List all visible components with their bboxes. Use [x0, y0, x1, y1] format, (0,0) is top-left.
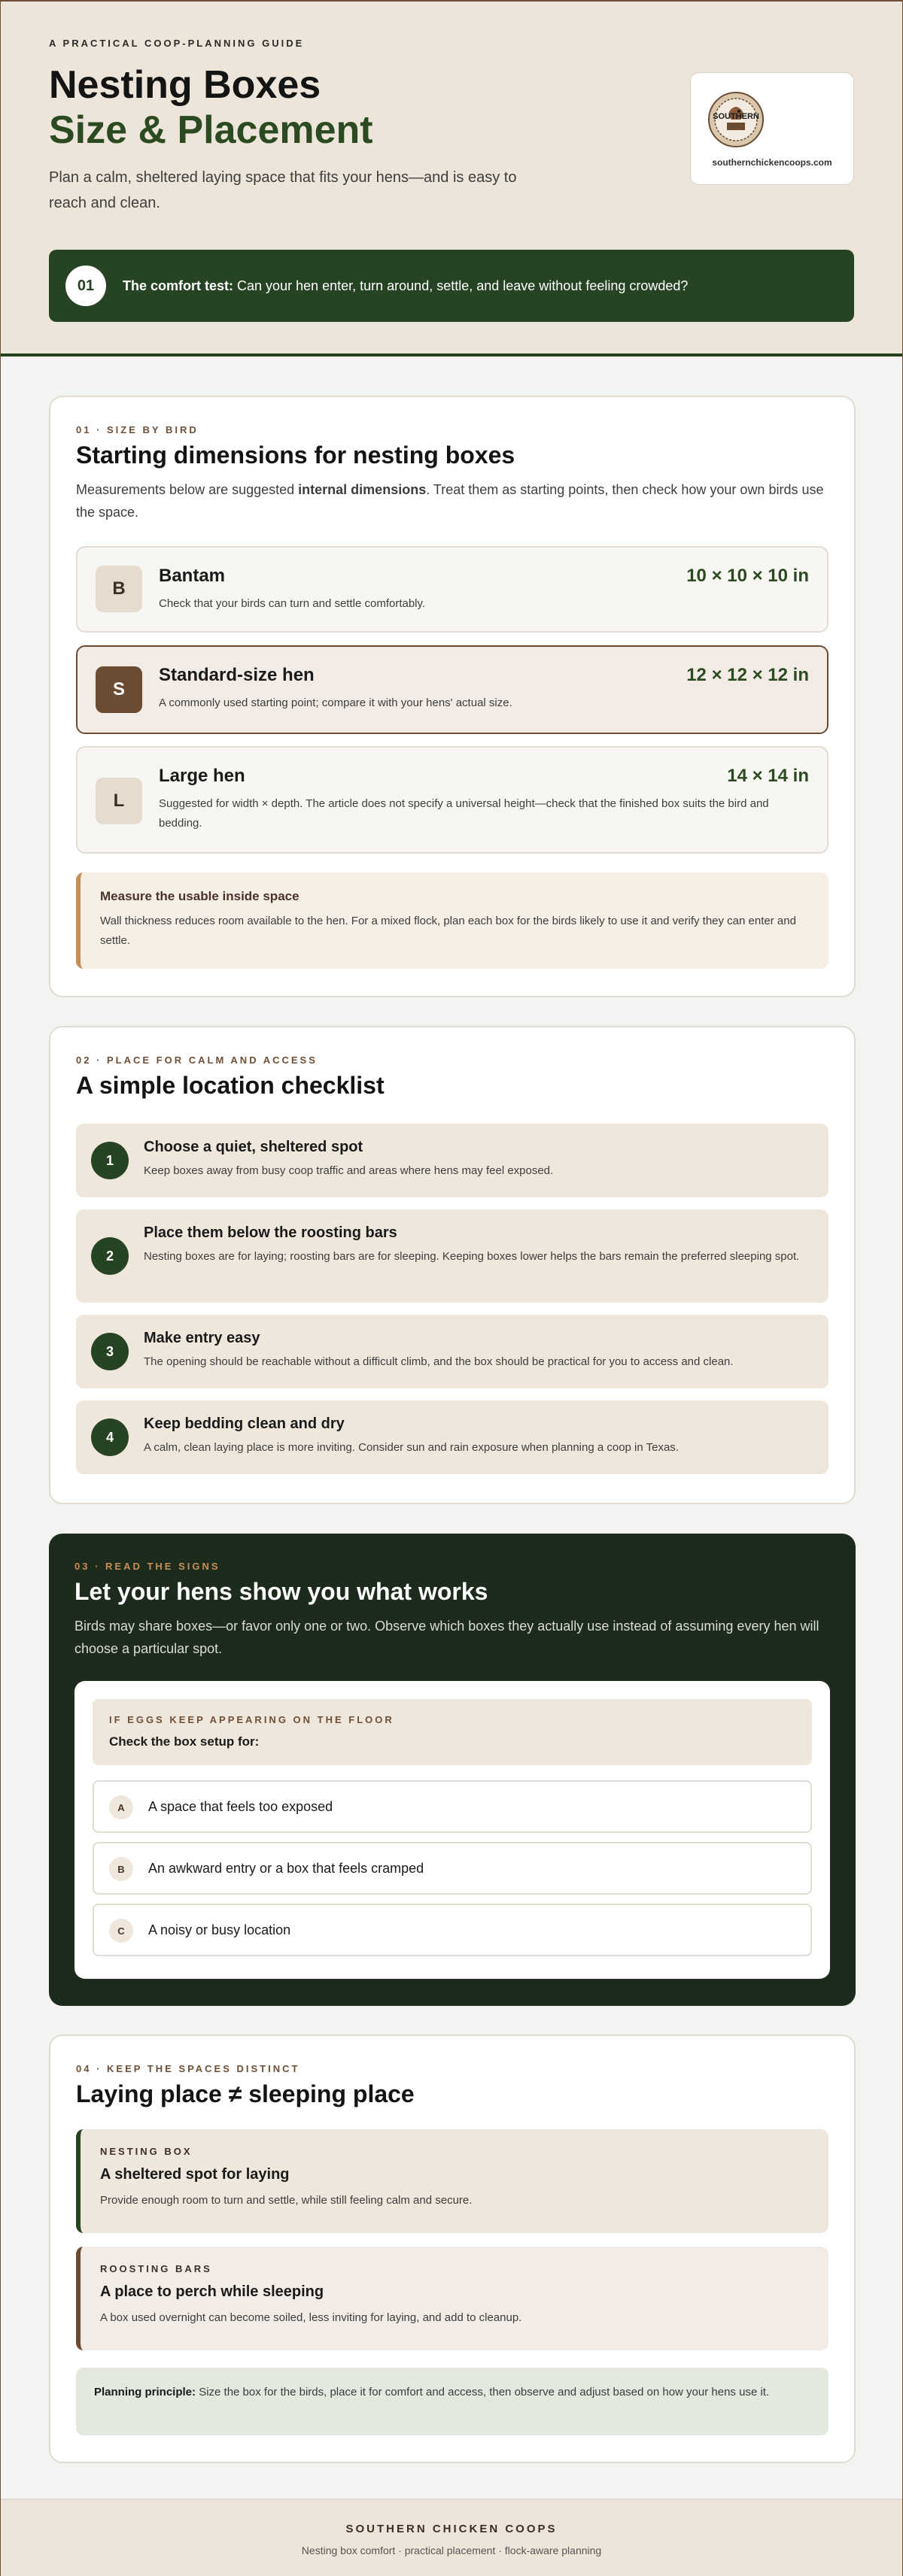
page-subtitle: Size & Placement	[49, 108, 373, 152]
step-title: Make entry easy	[144, 1330, 260, 1346]
size-row-bantam	[76, 546, 829, 633]
step-title: Keep bedding clean and dry	[144, 1415, 345, 1432]
option-b	[93, 1842, 812, 1895]
footer-tagline: Nesting box comfort · practical placement · flock-aware planning	[301, 2544, 602, 2556]
section1-desc	[76, 478, 829, 523]
size-note: Check that your birds can turn and settle comfortably.	[159, 597, 426, 610]
section1-desc-pre: Measurements below are suggested	[76, 482, 299, 497]
checklist-step-2	[76, 1209, 829, 1303]
step-text: A calm, clean laying place is more inviting. Consider sun and rain exposure when planning a coop in Texas.	[144, 1441, 679, 1454]
logo-url: southernchickencoops.com	[712, 157, 832, 168]
page	[1, 0, 902, 2576]
comfort-test-banner	[49, 250, 854, 322]
size-note: Suggested for width × depth. The article does not specify a universal height—check that the finished box suits the bird and bedding.	[159, 797, 769, 830]
roost-title: A place to perch while sleeping	[100, 2283, 324, 2300]
size-dimensions: 10 × 10 × 10 in	[686, 566, 809, 586]
section-read-the-signs	[49, 1534, 856, 2006]
section4-title: Laying place ≠ sleeping place	[76, 2080, 415, 2107]
section1-title: Starting dimensions for nesting boxes	[76, 441, 515, 469]
comfort-text	[123, 278, 688, 294]
section1-desc-post: . Treat them as starting points, then check how your own birds use the space.	[76, 482, 824, 520]
size-badge: B	[96, 566, 142, 612]
comfort-question: Can your hen enter, turn around, settle, and leave without feeling crowded?	[237, 278, 689, 293]
checklist-step-4	[76, 1400, 829, 1474]
planning-principle	[76, 2368, 829, 2435]
option-text: A noisy or busy location	[148, 1922, 291, 1937]
logo-wordmark: SOUTHERN	[713, 112, 759, 121]
size-badge: S	[96, 666, 142, 713]
nesting-box-card	[76, 2129, 829, 2233]
size-row-standard	[76, 645, 829, 734]
comfort-number: 01	[65, 265, 106, 306]
step-number: 2	[91, 1237, 129, 1275]
section4-kicker: 04 · KEEP THE SPACES DISTINCT	[76, 2063, 300, 2074]
size-row-large	[76, 746, 829, 854]
step-title: Choose a quiet, sheltered spot	[144, 1139, 363, 1155]
nest-text: Provide enough room to turn and settle, while still feeling calm and secure.	[100, 2194, 473, 2207]
logo-card	[690, 72, 854, 185]
step-text: Nesting boxes are for laying; roosting bars are for sleeping. Keeping boxes lower helps the bars remain the preferred sleeping spot.	[144, 1250, 800, 1263]
section3-title: Let your hens show you what works	[74, 1578, 488, 1605]
checklist-step-1	[76, 1124, 829, 1197]
roost-text: A box used overnight can become soiled, less inviting for laying, and add to cleanup.	[100, 2311, 522, 2324]
footer-brand: SOUTHERN CHICKEN COOPS	[345, 2523, 558, 2535]
section3-desc: Birds may share boxes—or favor only one or two. Observe which boxes they actually use instead of assuming every hen will choose a particular spot.	[74, 1619, 819, 1656]
roosting-bars-card	[76, 2247, 829, 2350]
size-name: Bantam	[159, 566, 226, 586]
option-c	[93, 1904, 812, 1956]
section1-desc-bold: internal dimensions	[298, 482, 427, 497]
callout-title: Measure the usable inside space	[100, 889, 299, 903]
section-size-by-bird	[49, 396, 856, 997]
floor-eggs-card	[74, 1681, 830, 1979]
floor-title: Check the box setup for:	[109, 1734, 260, 1749]
page-footer	[1, 2499, 902, 2576]
option-letter: C	[109, 1919, 133, 1943]
option-a	[93, 1780, 812, 1833]
page-header	[1, 0, 902, 357]
measure-callout	[76, 872, 829, 969]
nest-kicker: NESTING BOX	[100, 2146, 193, 2157]
size-badge: L	[96, 778, 142, 824]
section2-title: A simple location checklist	[76, 1072, 385, 1099]
checklist-step-3	[76, 1315, 829, 1388]
comfort-label: The comfort test:	[123, 278, 234, 293]
header-eyebrow: A PRACTICAL COOP-PLANNING GUIDE	[49, 38, 305, 49]
floor-kicker: IF EGGS KEEP APPEARING ON THE FLOOR	[109, 1714, 394, 1725]
step-number: 4	[91, 1418, 129, 1456]
step-number: 1	[91, 1142, 129, 1179]
size-dimensions: 14 × 14 in	[727, 766, 809, 786]
section-location-checklist	[49, 1026, 856, 1504]
header-lead: Plan a calm, sheltered laying space that fits your hens—and is easy to reach and clean.	[49, 169, 517, 211]
step-text: The opening should be reachable without a difficult climb, and the box should be practical for you to access and clean.	[144, 1355, 734, 1368]
step-title: Place them below the roosting bars	[144, 1224, 397, 1241]
option-letter: B	[109, 1857, 133, 1881]
option-text: An awkward entry or a box that feels cramped	[148, 1861, 424, 1876]
step-number: 3	[91, 1333, 129, 1370]
section2-kicker: 02 · PLACE FOR CALM AND ACCESS	[76, 1054, 318, 1066]
nest-title: A sheltered spot for laying	[100, 2166, 290, 2183]
size-dimensions: 12 × 12 × 12 in	[686, 665, 809, 685]
roost-kicker: ROOSTING BARS	[100, 2263, 212, 2274]
page-title: Nesting Boxes	[49, 63, 321, 107]
section1-kicker: 01 · SIZE BY BIRD	[76, 424, 199, 435]
size-name: Standard-size hen	[159, 665, 315, 685]
callout-text: Wall thickness reduces room available to the hen. For a mixed flock, plan each box for the birds likely to use it and verify they can enter and settle.	[100, 915, 796, 947]
section-keep-spaces-distinct	[49, 2034, 856, 2463]
step-text: Keep boxes away from busy coop traffic and areas where hens may feel exposed.	[144, 1164, 554, 1177]
option-letter: A	[109, 1795, 133, 1819]
section3-kicker: 03 · READ THE SIGNS	[74, 1561, 220, 1572]
floor-eggs-header	[93, 1699, 812, 1765]
option-text: A space that feels too exposed	[148, 1799, 333, 1814]
size-note: A commonly used starting point; compare it with your hens' actual size.	[159, 696, 512, 709]
size-name: Large hen	[159, 766, 245, 786]
principle-text: Size the box for the birds, place it for comfort and access, then observe and adjust based on how your hens use it.	[199, 2386, 770, 2399]
principle-label: Planning principle:	[94, 2386, 196, 2399]
